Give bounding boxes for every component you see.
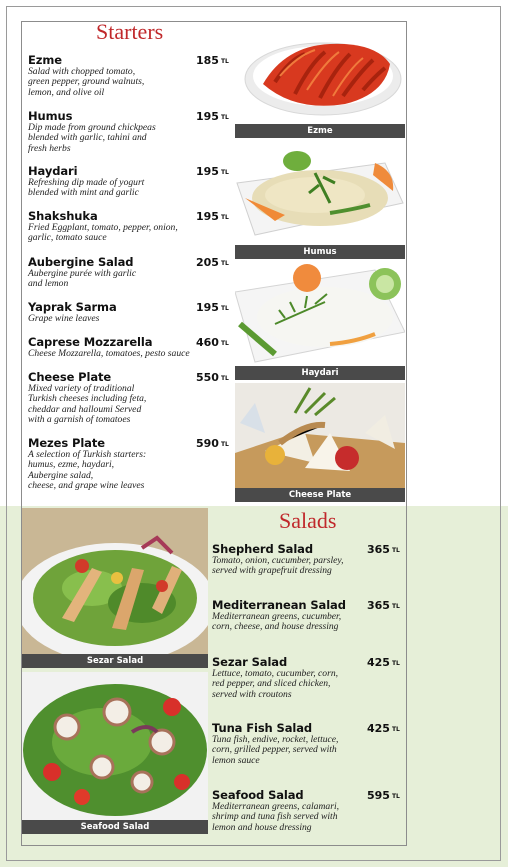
item-price (196, 256, 229, 269)
price-value: 425 (367, 722, 390, 735)
currency-label: TL (391, 603, 400, 610)
item-price (367, 543, 400, 556)
cheese-plate-caption: Cheese Plate (235, 488, 405, 502)
item-name: Haydari (28, 164, 78, 178)
item-name: Yaprak Sarma (28, 300, 117, 314)
item-description (212, 735, 362, 766)
item-description-line: fresh herbs (28, 142, 71, 154)
price-value: 205 (196, 256, 219, 269)
ezme-photo (235, 24, 405, 124)
item-description-line: with a garnish of tomatoes (28, 414, 131, 426)
item-description (28, 67, 228, 98)
item-description (28, 384, 228, 426)
price-value: 590 (196, 437, 219, 450)
item-description-line: Grape wine leaves (28, 313, 100, 324)
currency-label: TL (391, 547, 400, 554)
item-description-line: lemon sauce (212, 754, 260, 766)
item-description-line: red pepper, and sliced chicken, (212, 678, 331, 690)
cheese-plate-photo (235, 383, 405, 488)
item-price (367, 656, 400, 669)
menu-item (212, 655, 362, 700)
price-value: 550 (196, 371, 219, 384)
item-description-line: Aubergine salad, (28, 469, 94, 481)
item-price (196, 110, 229, 123)
item-price (196, 437, 229, 450)
ezme-caption: Ezme (235, 124, 405, 138)
item-name: Seafood Salad (212, 788, 304, 802)
item-description-line: corn, cheese, and house dressing (212, 621, 339, 633)
price-value: 460 (196, 336, 219, 349)
currency-label: TL (391, 726, 400, 733)
item-name: Sezar Salad (212, 655, 288, 669)
sezar-salad-photo (22, 508, 208, 654)
item-price (196, 301, 229, 314)
item-description-line: lemon and house dressing (212, 821, 312, 833)
item-name: Cheese Plate (28, 370, 112, 384)
item-description-line: green pepper, ground walnuts, (28, 76, 145, 88)
price-value: 365 (367, 599, 390, 612)
starters-title: Starters (96, 19, 164, 44)
item-description-line: Mediterranean greens, cucumber, (212, 611, 342, 622)
item-description-line: blended with garlic, tahini and (28, 132, 147, 144)
item-description (28, 269, 228, 290)
sezar-salad-caption: Sezar Salad (22, 654, 208, 668)
menu-item (212, 598, 362, 633)
item-description-line: Mediterranean greens, calamari, (212, 801, 340, 812)
item-description-line: Fried Eggplant, tomato, pepper, onion, (28, 222, 178, 233)
price-value: 195 (196, 301, 219, 314)
item-description-line: cheese, and grape wine leaves (28, 480, 145, 492)
currency-label: TL (220, 305, 229, 312)
item-description-line: shrimp and tuna fish served with (212, 811, 338, 823)
price-value: 595 (367, 789, 390, 802)
item-name: Shepherd Salad (212, 542, 313, 556)
item-description-line: Cheese Mozzarella, tomatoes, pesto sauce (28, 348, 190, 359)
item-description-line: served with croutons (212, 688, 292, 700)
currency-label: TL (220, 58, 229, 65)
item-name: Tuna Fish Salad (212, 721, 313, 735)
item-description (28, 314, 228, 324)
item-description (28, 178, 228, 199)
item-description (212, 612, 362, 633)
currency-label: TL (220, 375, 229, 382)
item-price (196, 210, 229, 223)
item-price (196, 54, 229, 67)
item-name: Caprese Mozzarella (28, 335, 153, 349)
item-description (28, 450, 228, 492)
item-description (28, 349, 228, 359)
item-price (196, 165, 229, 178)
price-value: 195 (196, 110, 219, 123)
item-description-line: blended with mint and garlic (28, 187, 139, 199)
price-value: 195 (196, 165, 219, 178)
salads-title: Salads (279, 508, 337, 533)
menu-item (212, 788, 362, 833)
item-name: Mediterranean Salad (212, 598, 346, 612)
item-name: Humus (28, 109, 73, 123)
item-description-line: corn, grilled pepper, served with (212, 744, 337, 756)
item-description-line: Tomato, onion, cucumber, parsley, (212, 555, 344, 566)
item-description (212, 556, 362, 577)
item-description-line: Salad with chopped tomato, (28, 66, 136, 77)
item-description-line: A selection of Turkish starters: (28, 449, 147, 460)
item-name: Mezes Plate (28, 436, 105, 450)
item-name: Ezme (28, 53, 62, 67)
item-name: Shakshuka (28, 209, 98, 223)
item-description-line: cheddar and halloumi Served (28, 403, 142, 415)
item-description-line: and lemon (28, 278, 69, 290)
haydari-photo (235, 262, 405, 366)
item-price (367, 722, 400, 735)
currency-label: TL (220, 214, 229, 221)
currency-label: TL (220, 441, 229, 448)
item-description (28, 123, 228, 154)
item-price (367, 599, 400, 612)
seafood-salad-photo (22, 672, 208, 820)
item-description (212, 669, 362, 700)
seafood-salad-caption: Seafood Salad (22, 820, 208, 834)
humus-caption: Humus (235, 245, 405, 259)
item-price (196, 336, 229, 349)
humus-photo (235, 143, 405, 245)
item-description (28, 223, 228, 244)
item-name: Aubergine Salad (28, 255, 134, 269)
price-value: 425 (367, 656, 390, 669)
currency-label: TL (220, 169, 229, 176)
item-description-line: Lettuce, tomato, cucumber, corn, (212, 668, 339, 679)
haydari-caption: Haydari (235, 366, 405, 380)
item-description-line: Dip made from ground chickpeas (28, 122, 156, 133)
item-description-line: Tuna fish, endive, rocket, lettuce, (212, 734, 339, 745)
menu-item (212, 721, 362, 766)
menu-item (212, 542, 362, 577)
item-description-line: humus, ezme, haydari, (28, 459, 115, 471)
item-price (367, 789, 400, 802)
item-description-line: Mixed variety of traditional (28, 383, 135, 394)
item-description-line: lemon, and olive oil (28, 86, 105, 98)
item-price (196, 371, 229, 384)
price-value: 185 (196, 54, 219, 67)
item-description-line: served with grapefruit dressing (212, 565, 332, 577)
price-value: 365 (367, 543, 390, 556)
price-value: 195 (196, 210, 219, 223)
currency-label: TL (391, 793, 400, 800)
item-description-line: Refreshing dip made of yogurt (28, 177, 145, 188)
item-description (212, 802, 362, 833)
currency-label: TL (220, 340, 229, 347)
item-description-line: Aubergine purée with garlic (28, 268, 137, 279)
currency-label: TL (391, 660, 400, 667)
currency-label: TL (220, 114, 229, 121)
item-description-line: garlic, tomato sauce (28, 232, 107, 244)
item-description-line: Turkish cheeses including feta, (28, 393, 147, 405)
currency-label: TL (220, 260, 229, 267)
